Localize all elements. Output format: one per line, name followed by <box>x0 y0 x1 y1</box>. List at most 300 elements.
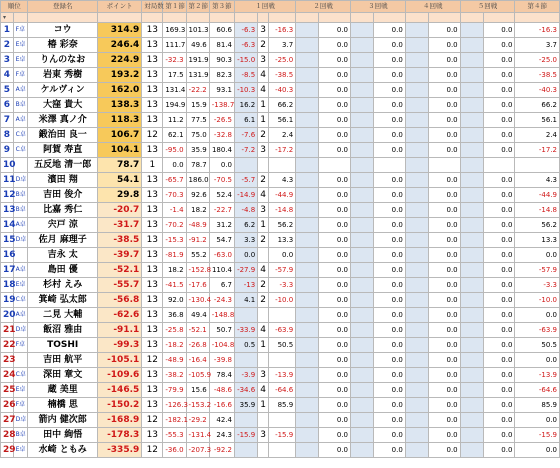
round1-score: -34.6 <box>235 383 258 398</box>
round1-score: 0.5 <box>235 338 258 353</box>
table-row <box>1 173 560 188</box>
round4-input[interactable] <box>405 338 428 353</box>
table-cell: B卓 <box>13 203 28 218</box>
round5-input[interactable] <box>460 413 483 428</box>
section2-score: -91.2 <box>186 233 209 248</box>
round4-total: 0.0 <box>429 368 461 383</box>
section1-score: -95.0 <box>163 143 186 158</box>
round1-placement: 3 <box>258 53 269 68</box>
round1-placement: 4 <box>258 188 269 203</box>
player-name: 島田 優 <box>28 263 98 278</box>
section4-score: -63.9 <box>515 323 560 338</box>
round1-total: 85.9 <box>268 398 295 413</box>
section2-score: -207.3 <box>186 443 209 458</box>
round2-input[interactable] <box>296 143 319 158</box>
table-cell: A卓 <box>13 83 28 98</box>
round4-input[interactable] <box>405 278 428 293</box>
rank-cell: 3 <box>1 53 14 68</box>
section3-score: 180.4 <box>209 143 234 158</box>
round3-input[interactable] <box>351 38 374 53</box>
section1-score: -48.9 <box>163 353 186 368</box>
round4-input[interactable] <box>405 218 428 233</box>
section4-score <box>515 158 560 173</box>
round4-input[interactable] <box>405 383 428 398</box>
round5-input[interactable] <box>460 293 483 308</box>
round2-input[interactable] <box>296 233 319 248</box>
player-name: 濱田 翔 <box>28 173 98 188</box>
round5-input[interactable] <box>460 203 483 218</box>
section1-score: 36.8 <box>163 308 186 323</box>
section3-score: -24.3 <box>209 293 234 308</box>
section2-score: 186.0 <box>186 173 209 188</box>
round1-placement: 1 <box>258 398 269 413</box>
round2-input[interactable] <box>296 23 319 38</box>
round5-total: 0.0 <box>483 443 515 458</box>
round3-input[interactable] <box>351 128 374 143</box>
round4-input[interactable] <box>405 443 428 458</box>
rank-cell: 6 <box>1 98 14 113</box>
round5-input[interactable] <box>460 38 483 53</box>
round5-input[interactable] <box>460 248 483 263</box>
games-cell: 13 <box>142 293 163 308</box>
round5-input[interactable] <box>460 308 483 323</box>
table-row <box>1 38 560 53</box>
round4-input[interactable] <box>405 68 428 83</box>
round5-input[interactable] <box>460 233 483 248</box>
round3-total: 0.0 <box>374 428 406 443</box>
round4-total: 0.0 <box>429 443 461 458</box>
round4-total: 0.0 <box>429 53 461 68</box>
round2-input[interactable] <box>296 263 319 278</box>
round1-placement: 2 <box>258 38 269 53</box>
round4-input[interactable] <box>405 233 428 248</box>
round2-total: 0.0 <box>319 413 351 428</box>
round5-total: 0.0 <box>483 128 515 143</box>
filter-cell[interactable]: ▾ <box>1 13 14 23</box>
games-cell: 13 <box>142 278 163 293</box>
rank-cell: 13 <box>1 203 14 218</box>
header-rank: 順位 <box>1 1 28 13</box>
table-cell: E卓 <box>13 53 28 68</box>
section1-score: 169.3 <box>163 23 186 38</box>
section1-score: -15.3 <box>163 233 186 248</box>
round1-total: 66.2 <box>268 98 295 113</box>
player-name: 深田 章文 <box>28 368 98 383</box>
section3-score: -104.8 <box>209 338 234 353</box>
header-name: 登録名 <box>28 1 98 13</box>
round4-input[interactable] <box>405 203 428 218</box>
section2-score: -29.2 <box>186 413 209 428</box>
table-cell: E卓 <box>13 443 28 458</box>
round4-input[interactable] <box>405 398 428 413</box>
round4-input[interactable] <box>405 248 428 263</box>
round4-total: 0.0 <box>429 113 461 128</box>
section3-score: 78.4 <box>209 368 234 383</box>
section1-score: 111.7 <box>163 38 186 53</box>
round4-input[interactable] <box>405 23 428 38</box>
player-name: 箕崎 弘太郎 <box>28 293 98 308</box>
round2-input[interactable] <box>296 188 319 203</box>
round4-input[interactable] <box>405 53 428 68</box>
points-cell: -99.3 <box>97 338 141 353</box>
points-cell: -168.9 <box>97 413 141 428</box>
rank-cell: 8 <box>1 128 14 143</box>
round5-input[interactable] <box>460 188 483 203</box>
round2-input[interactable] <box>296 83 319 98</box>
round1-placement <box>258 158 269 173</box>
round5-total: 0.0 <box>483 368 515 383</box>
section2-score: 49.6 <box>186 38 209 53</box>
round4-total: 0.0 <box>429 413 461 428</box>
round4-input[interactable] <box>405 428 428 443</box>
round3-input[interactable] <box>351 248 374 263</box>
round1-score: -6.3 <box>235 23 258 38</box>
section4-score: 56.1 <box>515 113 560 128</box>
points-cell: -52.1 <box>97 263 141 278</box>
round5-input[interactable] <box>460 443 483 458</box>
section2-score: 55.2 <box>186 248 209 263</box>
round2-input[interactable] <box>296 53 319 68</box>
round2-input[interactable] <box>296 218 319 233</box>
round2-total: 0.0 <box>319 53 351 68</box>
games-cell: 12 <box>142 353 163 368</box>
round2-total: 0.0 <box>319 98 351 113</box>
round3-total: 0.0 <box>374 23 406 38</box>
games-cell: 13 <box>142 218 163 233</box>
round3-input[interactable] <box>351 233 374 248</box>
player-name: 比嘉 秀仁 <box>28 203 98 218</box>
games-cell: 13 <box>142 248 163 263</box>
round4-input[interactable] <box>405 368 428 383</box>
round2-input[interactable] <box>296 308 319 323</box>
table-cell: F卓 <box>13 23 28 38</box>
round5-input[interactable] <box>460 68 483 83</box>
table-cell: B卓 <box>13 428 28 443</box>
round5-input[interactable] <box>460 368 483 383</box>
round4-input[interactable] <box>405 143 428 158</box>
section3-score: -138.7 <box>209 98 234 113</box>
round2-input[interactable] <box>296 203 319 218</box>
points-cell: -62.6 <box>97 308 141 323</box>
round4-total: 0.0 <box>429 308 461 323</box>
round2-total: 0.0 <box>319 38 351 53</box>
rank-cell: 26 <box>1 398 14 413</box>
round5-input[interactable] <box>460 143 483 158</box>
rank-cell: 9 <box>1 143 14 158</box>
round4-input[interactable] <box>405 128 428 143</box>
section3-score: -26.5 <box>209 113 234 128</box>
round5-input[interactable] <box>460 83 483 98</box>
round4-input[interactable] <box>405 188 428 203</box>
round1-placement <box>258 248 269 263</box>
round5-input[interactable] <box>460 173 483 188</box>
round3-total: 0.0 <box>374 413 406 428</box>
table-cell: F卓 <box>13 338 28 353</box>
round3-input[interactable] <box>351 308 374 323</box>
round2-input[interactable] <box>296 383 319 398</box>
round3-total: 0.0 <box>374 68 406 83</box>
round4-input[interactable] <box>405 173 428 188</box>
round1-placement: 2 <box>258 278 269 293</box>
round2-input[interactable] <box>296 248 319 263</box>
section3-score: -39.8 <box>209 353 234 368</box>
round2-input[interactable] <box>296 68 319 83</box>
section2-score: -26.8 <box>186 338 209 353</box>
rank-cell: 11 <box>1 173 14 188</box>
round5-total: 0.0 <box>483 323 515 338</box>
round3-input[interactable] <box>351 203 374 218</box>
round2-input[interactable] <box>296 38 319 53</box>
round3-input[interactable] <box>351 413 374 428</box>
section1-score: -1.4 <box>163 203 186 218</box>
section1-score: 18.2 <box>163 263 186 278</box>
round3-input[interactable] <box>351 368 374 383</box>
section3-score: 52.4 <box>209 188 234 203</box>
round4-input[interactable] <box>405 98 428 113</box>
round3-input[interactable] <box>351 338 374 353</box>
round1-total: 13.3 <box>268 233 295 248</box>
round1-total: 2.4 <box>268 128 295 143</box>
round3-input[interactable] <box>351 323 374 338</box>
round3-input[interactable] <box>351 98 374 113</box>
round2-input[interactable] <box>296 113 319 128</box>
section1-score: -36.0 <box>163 443 186 458</box>
round4-total: 0.0 <box>429 278 461 293</box>
round4-total: 0.0 <box>429 338 461 353</box>
points-cell: 104.1 <box>97 143 141 158</box>
round3-total: 0.0 <box>374 248 406 263</box>
round2-input[interactable] <box>296 98 319 113</box>
round5-total: 0.0 <box>483 428 515 443</box>
round1-total: 3.7 <box>268 38 295 53</box>
section2-score: 92.6 <box>186 188 209 203</box>
round3-input[interactable] <box>351 188 374 203</box>
points-cell: -39.7 <box>97 248 141 263</box>
section2-score: 101.3 <box>186 23 209 38</box>
table-cell: A卓 <box>13 308 28 323</box>
round4-total: 0.0 <box>429 68 461 83</box>
round3-total: 0.0 <box>374 368 406 383</box>
section4-score: -38.5 <box>515 68 560 83</box>
section4-score: 0.0 <box>515 248 560 263</box>
round4-input[interactable] <box>405 353 428 368</box>
round3-input[interactable] <box>351 278 374 293</box>
section2-score: 18.2 <box>186 203 209 218</box>
round5-total: 0.0 <box>483 383 515 398</box>
round2-input[interactable] <box>296 443 319 458</box>
points-cell: 224.9 <box>97 53 141 68</box>
points-cell: 138.3 <box>97 98 141 113</box>
rank-cell: 28 <box>1 428 14 443</box>
round3-input[interactable] <box>351 53 374 68</box>
round5-total: 0.0 <box>483 83 515 98</box>
player-name: 佐月 麻理子 <box>28 233 98 248</box>
round1-score: -13 <box>235 278 258 293</box>
round3-total: 0.0 <box>374 443 406 458</box>
round1-score <box>235 308 258 323</box>
round4-input[interactable] <box>405 83 428 98</box>
round5-input[interactable] <box>460 158 483 173</box>
round4-input[interactable] <box>405 323 428 338</box>
round3-input[interactable] <box>351 398 374 413</box>
round5-input[interactable] <box>460 323 483 338</box>
table-row <box>1 263 560 278</box>
round4-input[interactable] <box>405 308 428 323</box>
round1-total <box>268 353 295 368</box>
section4-score: -3.3 <box>515 278 560 293</box>
round5-input[interactable] <box>460 353 483 368</box>
rank-cell: 7 <box>1 113 14 128</box>
rank-cell: 17 <box>1 263 14 278</box>
section4-score: 4.3 <box>515 173 560 188</box>
round5-input[interactable] <box>460 383 483 398</box>
round5-input[interactable] <box>460 398 483 413</box>
section2-score: 75.0 <box>186 128 209 143</box>
round1-score: 35.9 <box>235 398 258 413</box>
round1-score <box>235 353 258 368</box>
round1-placement: 4 <box>258 83 269 98</box>
round5-total: 0.0 <box>483 278 515 293</box>
section4-score: 0.0 <box>515 443 560 458</box>
round2-input[interactable] <box>296 353 319 368</box>
round5-input[interactable] <box>460 218 483 233</box>
round5-input[interactable] <box>460 338 483 353</box>
table-row <box>1 158 560 173</box>
section3-score: 31.2 <box>209 218 234 233</box>
round1-total: -14.8 <box>268 203 295 218</box>
section2-score: 131.9 <box>186 68 209 83</box>
games-cell: 13 <box>142 308 163 323</box>
round1-score: 6.1 <box>235 113 258 128</box>
round1-placement: 3 <box>258 143 269 158</box>
round3-input[interactable] <box>351 263 374 278</box>
table-cell: F卓 <box>13 398 28 413</box>
section1-score: 62.1 <box>163 128 186 143</box>
games-cell: 13 <box>142 53 163 68</box>
round1-placement: 4 <box>258 383 269 398</box>
section4-score: 50.5 <box>515 338 560 353</box>
rank-cell: 22 <box>1 338 14 353</box>
games-cell: 13 <box>142 23 163 38</box>
section1-score: -81.9 <box>163 248 186 263</box>
games-cell: 13 <box>142 173 163 188</box>
round5-input[interactable] <box>460 23 483 38</box>
player-name: 楠橋 思 <box>28 398 98 413</box>
round4-input[interactable] <box>405 38 428 53</box>
points-cell: -55.7 <box>97 278 141 293</box>
round5-input[interactable] <box>460 53 483 68</box>
round3-input[interactable] <box>351 443 374 458</box>
round3-total: 0.0 <box>374 263 406 278</box>
section2-score: 15.9 <box>186 98 209 113</box>
section4-score: 66.2 <box>515 98 560 113</box>
round5-input[interactable] <box>460 113 483 128</box>
round3-input[interactable] <box>351 83 374 98</box>
header-round1: １回戦 <box>235 1 296 13</box>
round5-input[interactable] <box>460 98 483 113</box>
round2-input[interactable] <box>296 338 319 353</box>
round5-input[interactable] <box>460 263 483 278</box>
round3-input[interactable] <box>351 113 374 128</box>
section1-score: -25.8 <box>163 323 186 338</box>
round2-input[interactable] <box>296 278 319 293</box>
round3-input[interactable] <box>351 68 374 83</box>
table-cell: E卓 <box>13 383 28 398</box>
round2-input[interactable] <box>296 428 319 443</box>
round5-total: 0.0 <box>483 98 515 113</box>
round4-input[interactable] <box>405 413 428 428</box>
round2-input[interactable] <box>296 398 319 413</box>
player-name: コウ <box>28 23 98 38</box>
round2-input[interactable] <box>296 323 319 338</box>
round2-input[interactable] <box>296 128 319 143</box>
round5-input[interactable] <box>460 278 483 293</box>
section3-score: 110.4 <box>209 263 234 278</box>
round2-total: 0.0 <box>319 383 351 398</box>
round4-input[interactable] <box>405 158 428 173</box>
round2-input[interactable] <box>296 368 319 383</box>
points-cell: -38.5 <box>97 233 141 248</box>
round3-input[interactable] <box>351 143 374 158</box>
round2-input[interactable] <box>296 158 319 173</box>
round1-total: 56.2 <box>268 218 295 233</box>
round4-input[interactable] <box>405 293 428 308</box>
round3-input[interactable] <box>351 158 374 173</box>
section3-score: 60.6 <box>209 23 234 38</box>
round4-input[interactable] <box>405 113 428 128</box>
games-cell: 13 <box>142 263 163 278</box>
section3-score: -70.5 <box>209 173 234 188</box>
round4-total: 0.0 <box>429 398 461 413</box>
section4-score: -15.9 <box>515 428 560 443</box>
round2-input[interactable] <box>296 413 319 428</box>
round1-total: -10.0 <box>268 293 295 308</box>
round3-total: 0.0 <box>374 113 406 128</box>
round4-input[interactable] <box>405 263 428 278</box>
section1-score: -32.3 <box>163 53 186 68</box>
round5-input[interactable] <box>460 128 483 143</box>
section2-score: 78.7 <box>186 158 209 173</box>
round2-input[interactable] <box>296 173 319 188</box>
round3-input[interactable] <box>351 23 374 38</box>
round2-input[interactable] <box>296 293 319 308</box>
games-cell: 13 <box>142 398 163 413</box>
round3-input[interactable] <box>351 383 374 398</box>
round1-score: -15.9 <box>235 428 258 443</box>
rank-cell: 23 <box>1 353 14 368</box>
round3-input[interactable] <box>351 218 374 233</box>
table-cell: F卓 <box>13 68 28 83</box>
section3-score: 93.1 <box>209 83 234 98</box>
rank-cell: 12 <box>1 188 14 203</box>
round1-total: -38.5 <box>268 68 295 83</box>
round1-placement: 1 <box>258 98 269 113</box>
round3-total: 0.0 <box>374 398 406 413</box>
round5-input[interactable] <box>460 428 483 443</box>
round3-input[interactable] <box>351 293 374 308</box>
round3-input[interactable] <box>351 428 374 443</box>
section1-score: -70.2 <box>163 218 186 233</box>
round1-total: -17.2 <box>268 143 295 158</box>
round3-total: 0.0 <box>374 203 406 218</box>
round2-total: 0.0 <box>319 368 351 383</box>
round2-total: 0.0 <box>319 353 351 368</box>
section4-score: -44.9 <box>515 188 560 203</box>
round1-total <box>268 158 295 173</box>
round3-input[interactable] <box>351 173 374 188</box>
round3-input[interactable] <box>351 353 374 368</box>
games-cell: 13 <box>142 383 163 398</box>
